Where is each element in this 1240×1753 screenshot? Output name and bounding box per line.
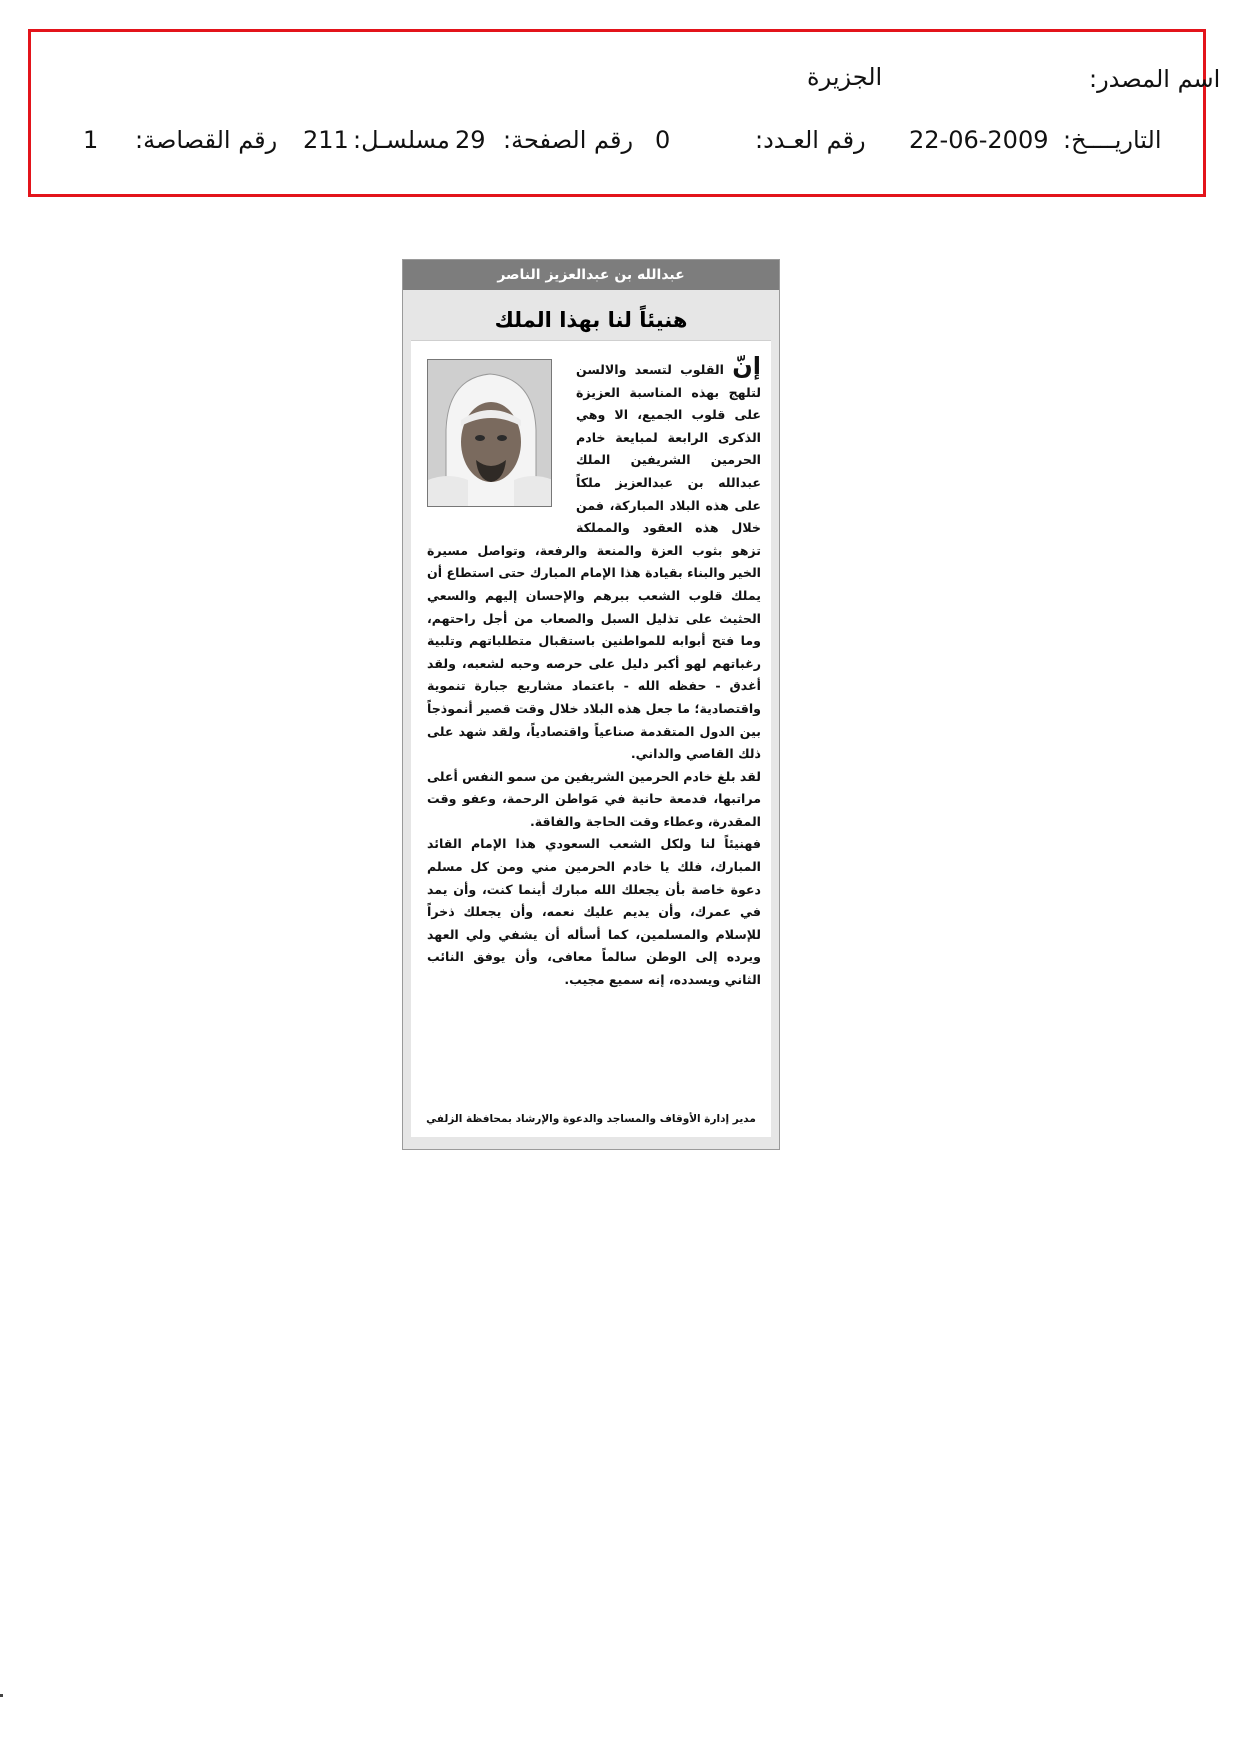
paragraph-1-text: القلوب لتسعد والالسن لتلهج بهذه المناسبة العزيزة على قلوب الجميع، الا وهي الذكرى الرابعة لمبايعة خادم الحرمين الشريفين الملك عبدالله بن عبدالعزيز ملكاً على هذه البلاد المباركة، فمن خلال هذه العقود والمملكة تزهو بثوب العزة والمنعة والرفعة، وتواصل مسيرة الخير والبناء بقيادة هذا الإمام المبارك حتى استطاع أن يملك قلوب الشعب ببرهم والإحسان إليهم والسعي الحثيث على تذليل السبل والصعاب من أجل راحتهم، وما فتح أبوابه للمواطنين باستقبال متطلباتهم وتلبية رغباتهم لهو أكبر دليل على حرصه وحبه لشعبه، ولقد أغدق - حفظه الله - باعتماد مشاريع جبارة تنموية واقتصادية؛ ما جعل هذه البلاد خلال وقت قصير أنموذجاً بين الدول المتقدمة صناعياً واقتصادياً، ولقد شهد على ذلك القاصي والداني. [427,362,761,762]
article-text [426,352,761,992]
article-body [411,341,771,1137]
page-value: 29 [455,126,486,154]
clip-label: رقم القصاصة: [135,126,278,154]
issue-value: 0 [655,126,671,154]
serial-value: 211 [303,126,349,154]
serial-label: مسلسـل: [353,126,450,154]
source-info-box [28,29,1221,197]
paragraph-2: لقد بلغ خادم الحرمين الشريفين من سمو النفس أعلى مراتبها، فدمعة حانية في مَواطن الرحمة، وعفو وقت المقدرة، وعطاء وقت الحاجة والفاقة. [426,768,761,829]
page-label: رقم الصفحة: [503,126,634,154]
paragraph-3: فهنيئاً لنا ولكل الشعب السعودي هذا الإمام القائد المبارك، فلك يا خادم الحرمين مني ومن كل مسلم دعوة خاصة بأن يجعلك الله مبارك أينما كنت، وأن يمد في عمرك، وأن يديم عليك نعمه، وأن يجعلك ذخراً للإسلام والمسلمين، كما أسأله أن يشفي ولي العهد ويرده إلى الوطن سالماً معافى، وأن يوفق النائب الثاني ويسدده، إنه سميع مجيب. [427,836,761,988]
article-title: هنيئاً لنا بهذا الملك [411,300,771,341]
author-title: مدير إدارة الأوقاف والمساجد والدعوة والإرشاد بمحافظة الزلفي [426,1113,756,1125]
date-value: 22-06-2009 [909,126,1049,154]
source-value: الجزيرة [807,63,883,91]
date-label: التاريــــخ: [1063,126,1162,154]
issue-label: رقم العـدد: [755,126,866,154]
newspaper-clipping [402,259,780,1150]
dropcap: إنّ [732,352,761,380]
clip-value: 1 [83,126,99,154]
author-name: عبدالله بن عبدالعزيز الناصر [403,260,779,290]
source-label: اسم المصدر: [1089,65,1221,93]
scan-mark [0,1694,3,1697]
